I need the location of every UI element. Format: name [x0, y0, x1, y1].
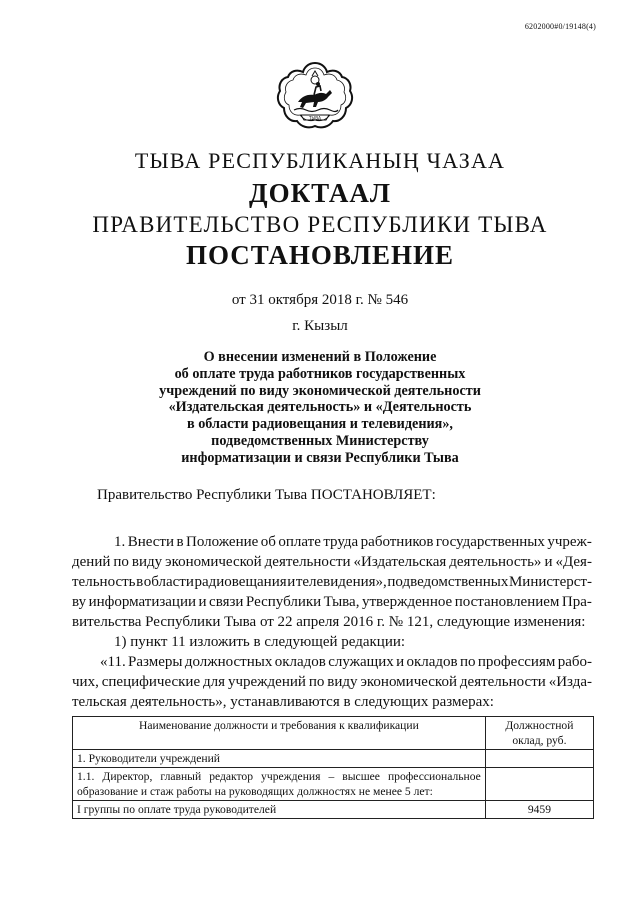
tyva-document-type: ДОКТААЛ [249, 178, 391, 208]
paragraph-line: ву информатизации и связи Республики Тыва, утвержденное постановлением Пра- [72, 594, 592, 610]
tyva-republic-heading: ТЫВА РЕСПУБЛИКАНЫҢ ЧАЗАА [134, 148, 506, 173]
table-row [73, 801, 594, 819]
document-date-number: от 31 октября 2018 г. № 546 [231, 292, 409, 308]
paragraph-line: тельская деятельность», устанавливаются в следующих размерах: [72, 694, 494, 710]
paragraph-2: 1) пункт 11 изложить в следующей редакции: [114, 634, 406, 650]
russian-government-heading: ПРАВИТЕЛЬСТВО РЕСПУБЛИКИ ТЫВА [92, 212, 548, 237]
paragraph-line: вительства Республики Тыва от 22 апреля 2016 г. № 121, следующие изменения: [72, 614, 586, 630]
row-position-name: 1.1. Директор, главный редактор учреждения – высшее профессиональное образование и стаж работы на руководящих должностях не менее 5 лет: [73, 768, 486, 801]
resolves-statement: Правительство Республики Тыва ПОСТАНОВЛЯЕТ: [97, 487, 436, 503]
salary-table [72, 716, 594, 819]
table-row [73, 768, 594, 801]
table-row [73, 750, 594, 768]
document-city: г. Кызыл [292, 318, 348, 334]
row-salary: 9459 [485, 801, 593, 819]
paragraph-1 [72, 532, 592, 632]
subject-line: О внесении изменений в Положение [203, 349, 437, 365]
paragraph-line: чих, специфические для учреждений по виду экономической деятельности «Изда- [72, 674, 592, 690]
tuva-coat-of-arms-icon [276, 60, 354, 130]
row-salary [485, 750, 593, 768]
paragraph-line: 1. Внести в Положение об оплате труда работников государственных учреж- [114, 534, 592, 550]
paragraph-line: тельность в области радиовещания и телевидения», подведомственных Министерст- [72, 574, 592, 590]
paragraph-3 [72, 652, 592, 712]
svg-text:ТЫВА: ТЫВА [309, 115, 321, 121]
subject-line: подведомственных Министерству [211, 432, 429, 449]
document-subject [0, 349, 640, 467]
row-position-name: 1. Руководители учреждений [73, 750, 486, 768]
paragraph-line: дений по виду экономической деятельности «Издательская деятельность» и «Дея- [72, 554, 592, 570]
table-header-row [73, 717, 594, 750]
paragraph-line: «11. Размеры должностных окладов служащих и окладов по профессиям рабо- [100, 654, 592, 670]
subject-line: об оплате труда работников государственных [174, 365, 466, 382]
subject-line: «Издательская деятельность» и «Деятельность [168, 399, 472, 416]
row-salary [485, 768, 593, 801]
russian-document-type: ПОСТАНОВЛЕНИЕ [185, 240, 455, 270]
subject-line: информатизации и связи Республики Тыва [181, 449, 459, 466]
subject-line: учреждений по виду экономической деятельности [159, 382, 481, 399]
row-position-name: I группы по оплате труда руководителей [73, 801, 486, 819]
document-code: 6202000#0/19148(4) [524, 22, 596, 31]
header-salary: Должностной оклад, руб. [485, 717, 593, 750]
subject-line: в области радиовещания и телевидения», [187, 416, 453, 433]
header-position-name: Наименование должности и требования к квалификации [73, 717, 486, 750]
